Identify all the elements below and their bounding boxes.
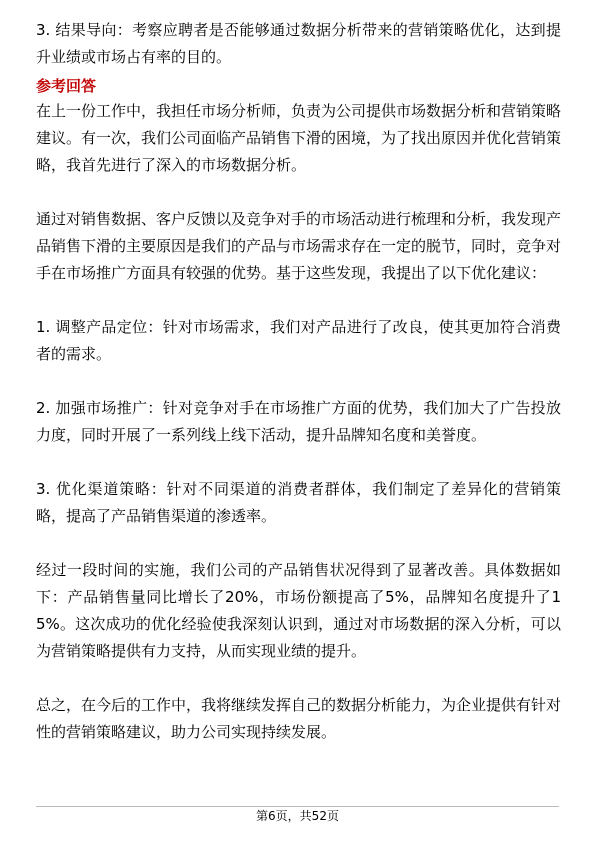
footer-divider bbox=[36, 806, 559, 807]
paragraph-gap bbox=[36, 449, 561, 476]
answer-paragraph-1: 在上一份工作中，我担任市场分析师，负责为公司提供市场数据分析和营销策略建议。有一次，我们公司面临产品销售下滑的困境，为了找出原因并优化营销策略，我首先进行了深入的市场数据分析。 bbox=[36, 102, 562, 174]
suggestion-2: 2. 加强市场推广：针对竞争对手在市场推广方面的优势，我们加大了广告投放力度，同时开展了一系列线上线下活动，提升品牌知名度和美誉度。 bbox=[36, 399, 561, 444]
suggestion-1: 1. 调整产品定位：针对市场需求，我们对产品进行了改良，使其更加符合消费者的需求。 bbox=[36, 318, 561, 363]
page-number: 第6页，共52页 bbox=[256, 809, 339, 823]
paragraph-gap bbox=[36, 287, 561, 314]
answer-paragraph-4: 总之，在今后的工作中，我将继续发挥自己的数据分析能力，为企业提供有针对性的营销策略建议，助力公司实现持续发展。 bbox=[36, 696, 562, 741]
paragraph-gap bbox=[36, 530, 561, 557]
paragraph-gap bbox=[36, 179, 561, 206]
suggestion-3: 3. 优化渠道策略：针对不同渠道的消费者群体，我们制定了差异化的营销策略，提高了产品销售渠道的渗透率。 bbox=[36, 480, 561, 525]
criterion-results-oriented: 3. 结果导向：考察应聘者是否能够通过数据分析带来的营销策略优化，达到提升业绩或市场占有率的目的。 bbox=[36, 21, 561, 66]
paragraph-gap bbox=[36, 368, 561, 395]
paragraph-gap bbox=[36, 665, 561, 692]
reference-answer-heading: 参考回答 bbox=[36, 77, 97, 95]
answer-paragraph-3: 经过一段时间的实施，我们公司的产品销售状况得到了显著改善。具体数据如下：产品销售量同比增长了20%，市场份额提高了5%，品牌知名度提升了15%。这次成功的优化经验使我深刻认识到，通过对市场数据的深入分析，可以为营销策略提供有力支持，从而实现业绩的提升。 bbox=[36, 561, 561, 660]
answer-paragraph-2: 通过对销售数据、客户反馈以及竞争对手的市场活动进行梳理和分析，我发现产品销售下滑的主要原因是我们的产品与市场需求存在一定的脱节，同时，竞争对手在市场推广方面具有较强的优势。基于这些发现，我提出了以下优化建议： bbox=[36, 210, 562, 282]
page-content bbox=[36, 17, 561, 746]
